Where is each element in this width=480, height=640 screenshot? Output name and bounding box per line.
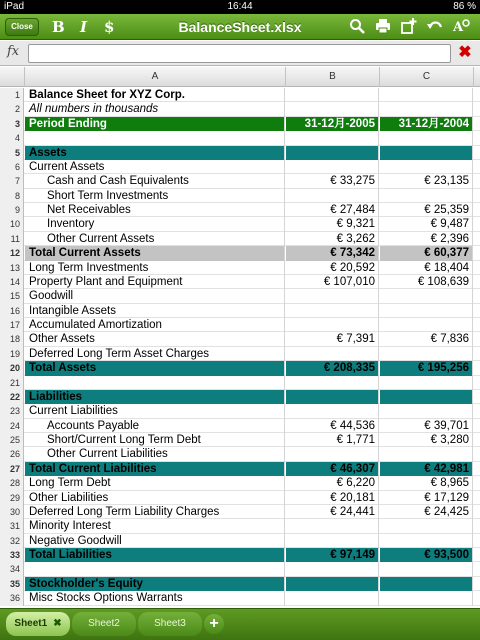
cell-b[interactable]: € 7,391 (286, 332, 379, 346)
row-number[interactable]: 33 (0, 548, 24, 562)
table-row (0, 390, 480, 404)
document-title: BalanceSheet.xlsx (178, 19, 302, 35)
text-format-icon[interactable] (452, 18, 470, 36)
cell-c[interactable]: € 9,487 (380, 217, 473, 231)
row-number[interactable]: 15 (0, 289, 24, 303)
cell-b[interactable]: € 24,441 (286, 505, 379, 519)
cell-c[interactable]: € 2,396 (380, 232, 473, 246)
cell-c[interactable]: € 18,404 (380, 261, 473, 275)
cell-b[interactable]: € 6,220 (286, 476, 379, 490)
row-number[interactable]: 29 (0, 491, 24, 505)
cell-b[interactable] (286, 318, 379, 332)
row-number[interactable]: 19 (0, 347, 24, 361)
clock: 16:44 (227, 1, 253, 12)
column-headers (0, 67, 480, 87)
cell-a[interactable]: Other Liabilities (25, 491, 285, 505)
cell-a[interactable]: Total Liabilities (25, 548, 285, 562)
cell-a[interactable]: Other Current Liabilities (25, 447, 285, 461)
row-number[interactable]: 4 (0, 131, 24, 145)
table-row (0, 246, 480, 260)
cell-c[interactable]: € 93,500 (380, 548, 473, 562)
table-row (0, 289, 480, 303)
cell-a[interactable]: Current Assets (25, 160, 285, 174)
cell-a[interactable]: Total Current Liabilities (25, 462, 285, 476)
sheet-tabs-bar (0, 608, 480, 640)
cell-a[interactable]: Accumulated Amortization (25, 318, 285, 332)
cell-b[interactable]: € 107,010 (286, 275, 379, 289)
table-row (0, 376, 480, 390)
cell-b[interactable] (286, 347, 379, 361)
cell-b[interactable]: € 27,484 (286, 203, 379, 217)
table-row (0, 146, 480, 160)
device-label: iPad (4, 1, 25, 12)
row-number[interactable]: 22 (0, 390, 24, 404)
row-number[interactable]: 3 (0, 117, 24, 131)
cell-a[interactable]: Liabilities (25, 390, 285, 404)
cancel-edit-icon[interactable]: ✖ (458, 44, 472, 61)
cell-a[interactable]: Balance Sheet for XYZ Corp. (25, 88, 285, 102)
cell-a[interactable]: Long Term Investments (25, 261, 285, 275)
cell-b[interactable]: € 3,262 (286, 232, 379, 246)
row-number[interactable]: 11 (0, 232, 24, 246)
table-row (0, 519, 480, 533)
row-number[interactable]: 5 (0, 146, 24, 160)
row-number[interactable]: 32 (0, 534, 24, 548)
cell-c[interactable]: € 108,639 (380, 275, 473, 289)
table-row (0, 217, 480, 231)
bold-button[interactable]: B (52, 18, 65, 36)
cell-a[interactable]: Short Term Investments (25, 189, 285, 203)
cell-a[interactable]: Goodwill (25, 289, 285, 303)
cell-c[interactable] (380, 534, 473, 548)
row-number[interactable]: 20 (0, 361, 24, 375)
cell-c[interactable]: € 17,129 (380, 491, 473, 505)
cell-c[interactable] (380, 390, 473, 404)
cell-c[interactable]: € 39,701 (380, 419, 473, 433)
row-number[interactable]: 24 (0, 419, 24, 433)
cell-c[interactable]: € 3,280 (380, 433, 473, 447)
cell-b[interactable]: € 1,771 (286, 433, 379, 447)
cell-b[interactable]: € 44,536 (286, 419, 379, 433)
print-icon[interactable] (374, 18, 392, 36)
currency-format-button[interactable]: $ (104, 18, 115, 36)
table-row (0, 419, 480, 433)
table-row (0, 117, 480, 131)
cell-a[interactable]: Deferred Long Term Liability Charges (25, 505, 285, 519)
add-sheet-button[interactable]: + (204, 614, 224, 634)
row-number[interactable]: 18 (0, 332, 24, 346)
cell-c[interactable] (380, 88, 473, 102)
table-row (0, 332, 480, 346)
cell-c[interactable] (380, 347, 473, 361)
cell-b[interactable] (286, 102, 379, 116)
row-number[interactable]: 16 (0, 304, 24, 318)
table-row (0, 304, 480, 318)
cell-c[interactable]: € 23,135 (380, 174, 473, 188)
cell-b[interactable]: € 97,149 (286, 548, 379, 562)
table-row (0, 433, 480, 447)
formula-bar (0, 41, 480, 66)
table-row (0, 447, 480, 461)
formula-input[interactable] (28, 44, 451, 63)
sheet-tab-label: Sheet2 (88, 618, 120, 629)
search-icon[interactable] (348, 18, 366, 36)
cell-c[interactable] (380, 131, 473, 145)
cell-a[interactable]: Current Liabilities (25, 404, 285, 418)
row-number[interactable]: 10 (0, 217, 24, 231)
status-bar (0, 0, 480, 14)
cell-c[interactable] (380, 146, 473, 160)
column-header-a[interactable]: A (25, 67, 286, 87)
sheet-tab-label: Sheet1 (14, 618, 48, 629)
cell-c[interactable] (380, 577, 473, 591)
cell-b[interactable] (286, 88, 379, 102)
cell-c[interactable] (380, 404, 473, 418)
insert-icon[interactable] (400, 18, 418, 36)
row-number[interactable]: 35 (0, 577, 24, 591)
table-row (0, 174, 480, 188)
cell-a[interactable]: Deferred Long Term Asset Charges (25, 347, 285, 361)
cell-c[interactable]: € 25,359 (380, 203, 473, 217)
cell-a[interactable]: Negative Goodwill (25, 534, 285, 548)
cell-c[interactable]: € 7,836 (380, 332, 473, 346)
cell-c[interactable]: € 42,981 (380, 462, 473, 476)
spreadsheet-grid[interactable] (0, 67, 480, 608)
row-number[interactable]: 1 (0, 88, 24, 102)
table-row (0, 347, 480, 361)
row-number[interactable]: 7 (0, 174, 24, 188)
cell-a[interactable]: Misc Stocks Options Warrants (25, 591, 285, 605)
undo-icon[interactable] (426, 18, 444, 36)
cell-b[interactable] (286, 534, 379, 548)
table-row (0, 404, 480, 418)
cell-c[interactable] (380, 376, 473, 390)
cell-c[interactable]: 31-12月-2004 (380, 117, 473, 131)
row-number[interactable]: 8 (0, 189, 24, 203)
table-row (0, 88, 480, 102)
cell-a[interactable] (25, 562, 285, 576)
cell-b[interactable]: € 9,321 (286, 217, 379, 231)
cell-b[interactable] (286, 160, 379, 174)
cell-c[interactable] (380, 318, 473, 332)
cell-b[interactable] (286, 131, 379, 145)
cell-c[interactable]: € 60,377 (380, 246, 473, 260)
cell-c[interactable] (380, 189, 473, 203)
close-button[interactable]: Close (5, 18, 39, 36)
table-row (0, 203, 480, 217)
row-number[interactable]: 31 (0, 519, 24, 533)
cell-a[interactable]: Net Receivables (25, 203, 285, 217)
cell-b[interactable] (286, 304, 379, 318)
cell-c[interactable] (380, 447, 473, 461)
sheet-tab-2[interactable] (72, 612, 136, 636)
cell-c[interactable]: € 8,965 (380, 476, 473, 490)
cell-b[interactable] (286, 289, 379, 303)
table-row (0, 591, 480, 605)
table-row (0, 577, 480, 591)
cell-a[interactable]: Long Term Debt (25, 476, 285, 490)
cell-c[interactable] (380, 519, 473, 533)
cell-b[interactable] (286, 562, 379, 576)
battery-label: 86 % (453, 1, 476, 12)
cell-b[interactable]: € 20,592 (286, 261, 379, 275)
row-number[interactable]: 13 (0, 261, 24, 275)
rows-container (0, 88, 480, 606)
toolbar (0, 14, 480, 40)
cell-c[interactable]: € 195,256 (380, 361, 473, 375)
cell-a[interactable]: Period Ending (25, 117, 285, 131)
svg-text:A: A (453, 20, 464, 34)
table-row (0, 318, 480, 332)
row-number[interactable]: 25 (0, 433, 24, 447)
cell-b[interactable]: € 20,181 (286, 491, 379, 505)
table-row (0, 275, 480, 289)
cell-c[interactable] (380, 304, 473, 318)
cell-a[interactable]: Total Assets (25, 361, 285, 375)
table-row (0, 189, 480, 203)
table-row (0, 261, 480, 275)
table-row (0, 562, 480, 576)
row-number[interactable]: 36 (0, 591, 24, 605)
cell-a[interactable] (25, 376, 285, 390)
column-header-b[interactable]: B (286, 67, 380, 87)
cell-a[interactable]: Total Current Assets (25, 246, 285, 260)
cell-a[interactable]: Minority Interest (25, 519, 285, 533)
row-number[interactable]: 26 (0, 447, 24, 461)
table-row (0, 548, 480, 562)
row-number[interactable]: 27 (0, 462, 24, 476)
cell-a[interactable] (25, 131, 285, 145)
cell-c[interactable] (380, 160, 473, 174)
cell-a[interactable]: Stockholder's Equity (25, 577, 285, 591)
cell-b[interactable]: € 208,335 (286, 361, 379, 375)
cell-b[interactable]: 31-12月-2005 (286, 117, 379, 131)
cell-a[interactable]: Assets (25, 146, 285, 160)
sheet-tab-label: Sheet3 (154, 618, 186, 629)
cell-a[interactable]: Inventory (25, 217, 285, 231)
table-row (0, 462, 480, 476)
row-number[interactable]: 14 (0, 275, 24, 289)
cell-c[interactable] (380, 102, 473, 116)
table-row (0, 534, 480, 548)
table-row (0, 232, 480, 246)
cell-a[interactable]: Intangible Assets (25, 304, 285, 318)
table-row (0, 476, 480, 490)
function-icon[interactable]: fx (7, 44, 20, 59)
cell-b[interactable] (286, 519, 379, 533)
cell-c[interactable]: € 24,425 (380, 505, 473, 519)
row-number[interactable]: 30 (0, 505, 24, 519)
italic-button[interactable]: I (80, 18, 88, 36)
table-row (0, 102, 480, 116)
table-row (0, 505, 480, 519)
cell-b[interactable] (286, 376, 379, 390)
cell-a[interactable]: All numbers in thousands (25, 102, 285, 116)
cell-b[interactable]: € 33,275 (286, 174, 379, 188)
row-number[interactable]: 12 (0, 246, 24, 260)
sheet-tab-3[interactable] (138, 612, 202, 636)
cell-c[interactable] (380, 289, 473, 303)
row-number[interactable]: 21 (0, 376, 24, 390)
row-number[interactable]: 2 (0, 102, 24, 116)
cell-b[interactable] (286, 591, 379, 605)
row-number[interactable]: 34 (0, 562, 24, 576)
sheet-tab-1[interactable] (6, 612, 70, 636)
row-number[interactable]: 9 (0, 203, 24, 217)
row-number[interactable]: 6 (0, 160, 24, 174)
cell-c[interactable] (380, 591, 473, 605)
cell-b[interactable] (286, 577, 379, 591)
cell-b[interactable] (286, 390, 379, 404)
row-number[interactable]: 28 (0, 476, 24, 490)
cell-a[interactable]: Short/Current Long Term Debt (25, 433, 285, 447)
cell-b[interactable] (286, 447, 379, 461)
select-all-corner[interactable] (0, 67, 25, 87)
table-row (0, 361, 480, 375)
cell-b[interactable] (286, 189, 379, 203)
cell-a[interactable]: Property Plant and Equipment (25, 275, 285, 289)
cell-b[interactable] (286, 146, 379, 160)
cell-a[interactable]: Cash and Cash Equivalents (25, 174, 285, 188)
cell-a[interactable]: Other Assets (25, 332, 285, 346)
cell-c[interactable] (380, 562, 473, 576)
cell-b[interactable]: € 73,342 (286, 246, 379, 260)
cell-a[interactable]: Accounts Payable (25, 419, 285, 433)
close-sheet-icon[interactable]: ✖ (53, 618, 62, 629)
cell-b[interactable] (286, 404, 379, 418)
cell-a[interactable]: Other Current Assets (25, 232, 285, 246)
row-number[interactable]: 17 (0, 318, 24, 332)
table-row (0, 160, 480, 174)
table-row (0, 491, 480, 505)
table-row (0, 131, 480, 145)
cell-b[interactable]: € 46,307 (286, 462, 379, 476)
row-number[interactable]: 23 (0, 404, 24, 418)
column-header-c[interactable]: C (380, 67, 474, 87)
